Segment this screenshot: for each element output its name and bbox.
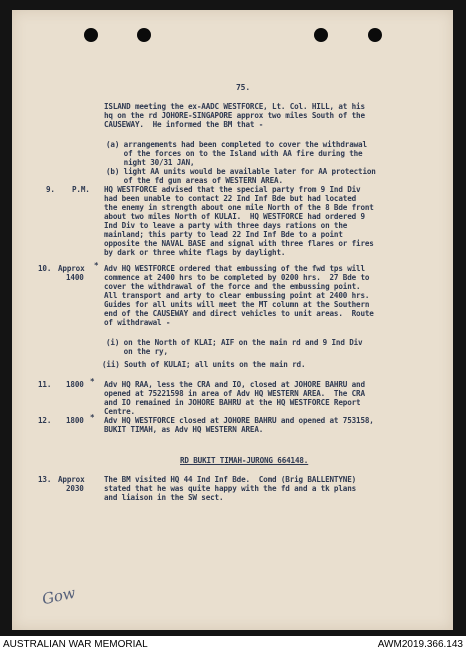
entry-line: Adv HQ WESTFORCE closed at JOHORE BAHRU and opened at 753158, bbox=[104, 416, 374, 425]
margin-mark: * bbox=[90, 413, 95, 422]
entry-line: Guides for all units will meet the MT column at the Southern bbox=[104, 300, 370, 309]
document-page bbox=[12, 10, 453, 630]
sub-a-line: night 30/31 JAN, bbox=[106, 158, 195, 167]
road-heading: RD BUKIT TIMAH-JURONG 664148. bbox=[180, 456, 309, 465]
entry-number: 12. bbox=[38, 416, 52, 425]
signature: Gow bbox=[40, 583, 77, 609]
sub-a-line: of the forces on to the Island with AA fire during the bbox=[106, 149, 363, 158]
sub-b-line: (b) light AA units would be available later for AA protection bbox=[106, 167, 376, 176]
sub-ii-line: (ii) South of KULAI; all units on the main rd. bbox=[102, 360, 306, 369]
entry-number: 11. bbox=[38, 380, 52, 389]
entry-time-value: 2030 bbox=[66, 484, 84, 493]
entry-line: opened at 75221598 in area of Adv HQ WESTERN AREA. The CRA bbox=[104, 389, 365, 398]
entry-line: Ind Div to leave a party with three days rations on the bbox=[104, 221, 348, 230]
footer-catalogue-id: AWM2019.366.143 bbox=[377, 639, 463, 650]
entry-line: cover the withdrawal of the force and the embussing point. bbox=[104, 282, 361, 291]
entry-time: Approx bbox=[58, 475, 85, 484]
entry-line: commence at 2400 hrs to be completed by 0200 hrs. 27 Bde to bbox=[104, 273, 370, 282]
entry-line: Adv HQ WESTFORCE ordered that embussing of the fwd tps will bbox=[104, 264, 365, 273]
entry-line: and liaison in the SW sect. bbox=[104, 493, 224, 502]
entry-line: All transport and arty to clear embussing point at 2400 hrs. bbox=[104, 291, 370, 300]
margin-mark: * bbox=[90, 377, 95, 386]
entry-line: of withdrawal - bbox=[104, 318, 171, 327]
entry-time: 1800 bbox=[66, 416, 84, 425]
sub-i-line: (i) on the North of KLAI; AIF on the main rd and 9 Ind Div bbox=[106, 338, 363, 347]
entry-line: and IO remained in JOHORE BAHRU at the HQ WESTFORCE Report bbox=[104, 398, 361, 407]
intro-line: hq on the rd JOHORE-SINGAPORE approx two miles South of the bbox=[104, 111, 365, 120]
sub-a-line: (a) arrangements had been completed to cover the withdrawal bbox=[106, 140, 367, 149]
document-text bbox=[12, 10, 453, 630]
entry-line: end of the CAUSEWAY and direct vehicles to unit areas. Route bbox=[104, 309, 374, 318]
entry-line: The BM visited HQ 44 Ind Inf Bde. Comd (Brig BALLENTYNE) bbox=[104, 475, 357, 484]
entry-line: stated that he was quite happy with the fd and a tk plans bbox=[104, 484, 357, 493]
entry-number: 13. bbox=[38, 475, 52, 484]
entry-time-value: 1400 bbox=[66, 273, 84, 282]
margin-mark: * bbox=[94, 261, 99, 270]
entry-line: by dark or three white flags by daylight. bbox=[104, 248, 286, 257]
entry-number: 9. bbox=[46, 185, 55, 194]
entry-line: HQ WESTFORCE advised that the special party from 9 Ind Div bbox=[104, 185, 361, 194]
sub-b-line: of the fd gun areas of WESTERN AREA. bbox=[106, 176, 283, 185]
entry-line: BUKIT TIMAH, as Adv HQ WESTERN AREA. bbox=[104, 425, 264, 434]
intro-line: CAUSEWAY. He informed the BM that - bbox=[104, 120, 264, 129]
entry-line: about two miles North of KULAI. HQ WESTFORCE had ordered 9 bbox=[104, 212, 365, 221]
footer-institution: AUSTRALIAN WAR MEMORIAL bbox=[3, 639, 148, 650]
entry-line: opposite the NAVAL BASE and signal with three flares or fires bbox=[104, 239, 374, 248]
entry-time: 1800 bbox=[66, 380, 84, 389]
entry-line: mainland; this party to lead 22 Ind Inf Bde to a point bbox=[104, 230, 343, 239]
entry-number: 10. bbox=[38, 264, 52, 273]
entry-time: Approx bbox=[58, 264, 85, 273]
entry-line: Centre. bbox=[104, 407, 135, 416]
page-number: 75. bbox=[236, 83, 250, 92]
entry-time: P.M. bbox=[72, 185, 90, 194]
intro-line: ISLAND meeting the ex-AADC WESTFORCE, Lt. Col. HILL, at his bbox=[104, 102, 365, 111]
entry-line: the enemy in strength about one mile North of the 8 Bde front bbox=[104, 203, 374, 212]
archive-footer bbox=[0, 636, 466, 653]
entry-line: had been unable to contact 22 Ind Inf Bde but had located bbox=[104, 194, 357, 203]
entry-line: Adv HQ RAA, less the CRA and IO, closed at JOHORE BAHRU and bbox=[104, 380, 365, 389]
sub-i-line: on the ry, bbox=[106, 347, 168, 356]
